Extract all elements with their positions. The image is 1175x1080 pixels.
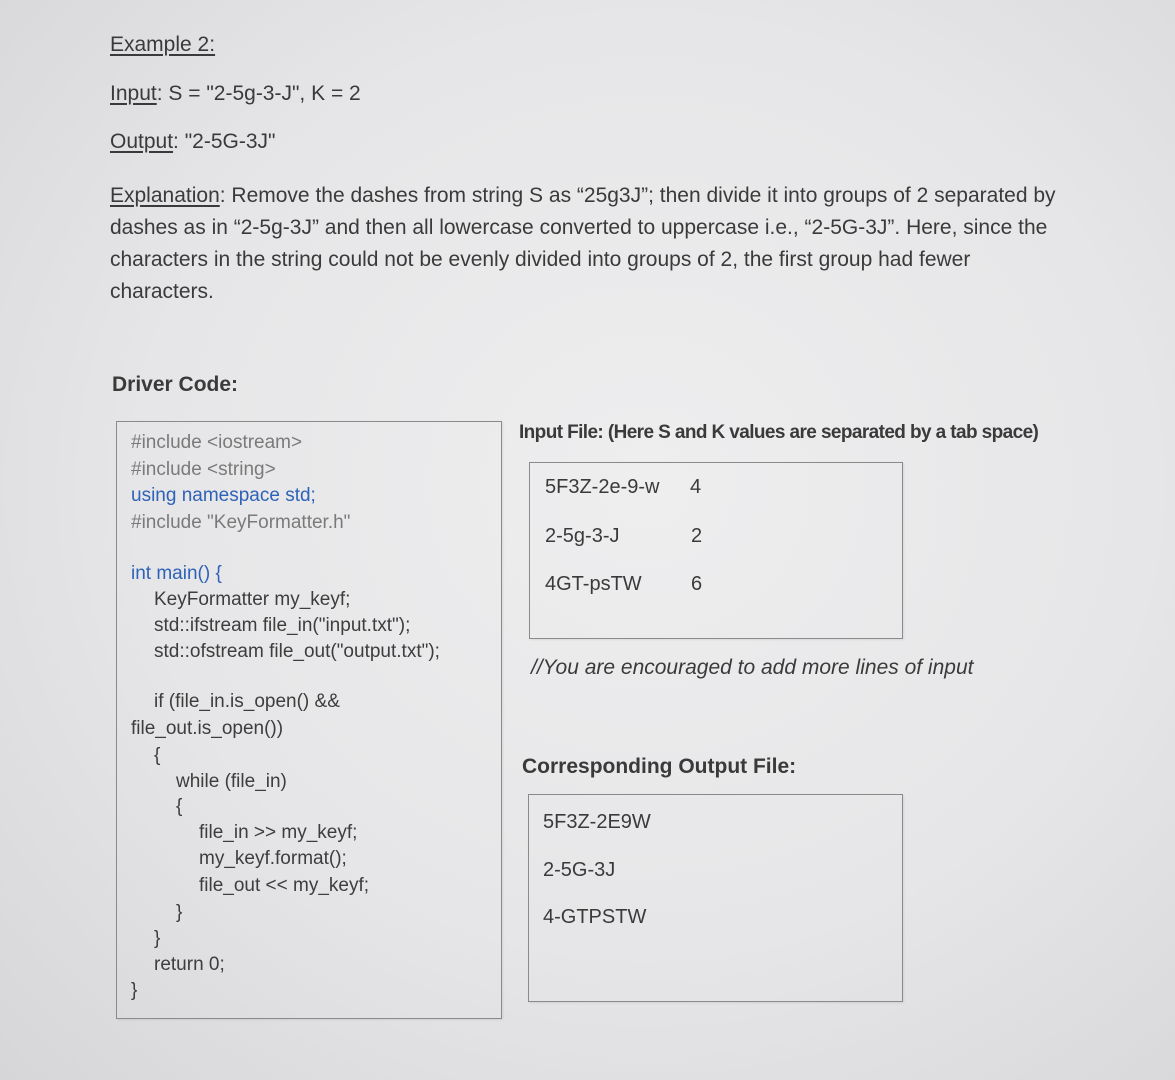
input-file-title: Input File: (Here S and K values are separated by a tab space) <box>519 422 1039 443</box>
code-line: { <box>176 796 183 817</box>
code-line: my_keyf.format(); <box>199 848 347 869</box>
example-input <box>110 82 361 106</box>
input-row-k: 6 <box>691 573 703 595</box>
output-file-box <box>528 794 903 1002</box>
input-value: : S = "2-5g-3-J", K = 2 <box>156 82 361 105</box>
code-line: if (file_in.is_open() && <box>154 691 340 712</box>
output-row: 4-GTPSTW <box>543 906 647 928</box>
explanation-label: Explanation <box>110 184 220 207</box>
explanation-text: : Remove the dashes from string S as “25g3J”; then divide it into groups of 2 separated by dashes as in “2-5g-3J” and then all lowercase converted to uppercase i.e., “2-5G-3J”. Here, since the characters in the string could not be evenly divided into groups of 2, the first group had fewer characters. <box>110 184 1056 303</box>
output-label: Output <box>110 130 174 153</box>
code-line: } <box>154 928 161 949</box>
output-row: 5F3Z-2E9W <box>543 811 651 833</box>
input-label: Input <box>110 82 157 105</box>
input-row-s: 4GT-psTW <box>545 573 642 595</box>
code-line: file_out << my_keyf; <box>199 875 370 896</box>
code-line: int main() { <box>131 563 222 584</box>
code-line: std::ofstream file_out("output.txt"); <box>154 641 440 662</box>
code-line: return 0; <box>154 954 225 975</box>
input-row-s: 2-5g-3-J <box>545 525 620 547</box>
code-line: #include "KeyFormatter.h" <box>131 512 351 533</box>
input-file-box <box>529 462 903 639</box>
explanation-paragraph <box>110 180 1060 308</box>
code-line: while (file_in) <box>176 771 287 792</box>
code-line: } <box>131 980 138 1001</box>
code-line: std::ifstream file_in("input.txt"); <box>154 615 411 636</box>
code-line: { <box>154 745 161 766</box>
code-line: file_out.is_open()) <box>131 718 284 739</box>
output-row: 2-5G-3J <box>543 859 616 881</box>
output-value: : "2-5G-3J" <box>173 130 276 153</box>
driver-code-box <box>116 421 502 1019</box>
example-output <box>110 130 275 154</box>
code-line: #include <string> <box>131 459 276 480</box>
code-line: } <box>176 902 183 923</box>
output-file-title: Corresponding Output File: <box>522 755 797 778</box>
encouragement-note: //You are encouraged to add more lines of input <box>531 656 974 679</box>
code-line: file_in >> my_keyf; <box>199 822 358 843</box>
code-line: using namespace std; <box>131 485 316 506</box>
driver-code-title: Driver Code: <box>112 373 239 396</box>
input-row-s: 5F3Z-2e-9-w <box>545 476 660 498</box>
example-title: Example 2: <box>110 33 216 56</box>
code-line: KeyFormatter my_keyf; <box>154 589 351 610</box>
input-row-k: 4 <box>690 476 702 498</box>
code-line: #include <iostream> <box>131 432 303 453</box>
input-row-k: 2 <box>691 525 703 547</box>
